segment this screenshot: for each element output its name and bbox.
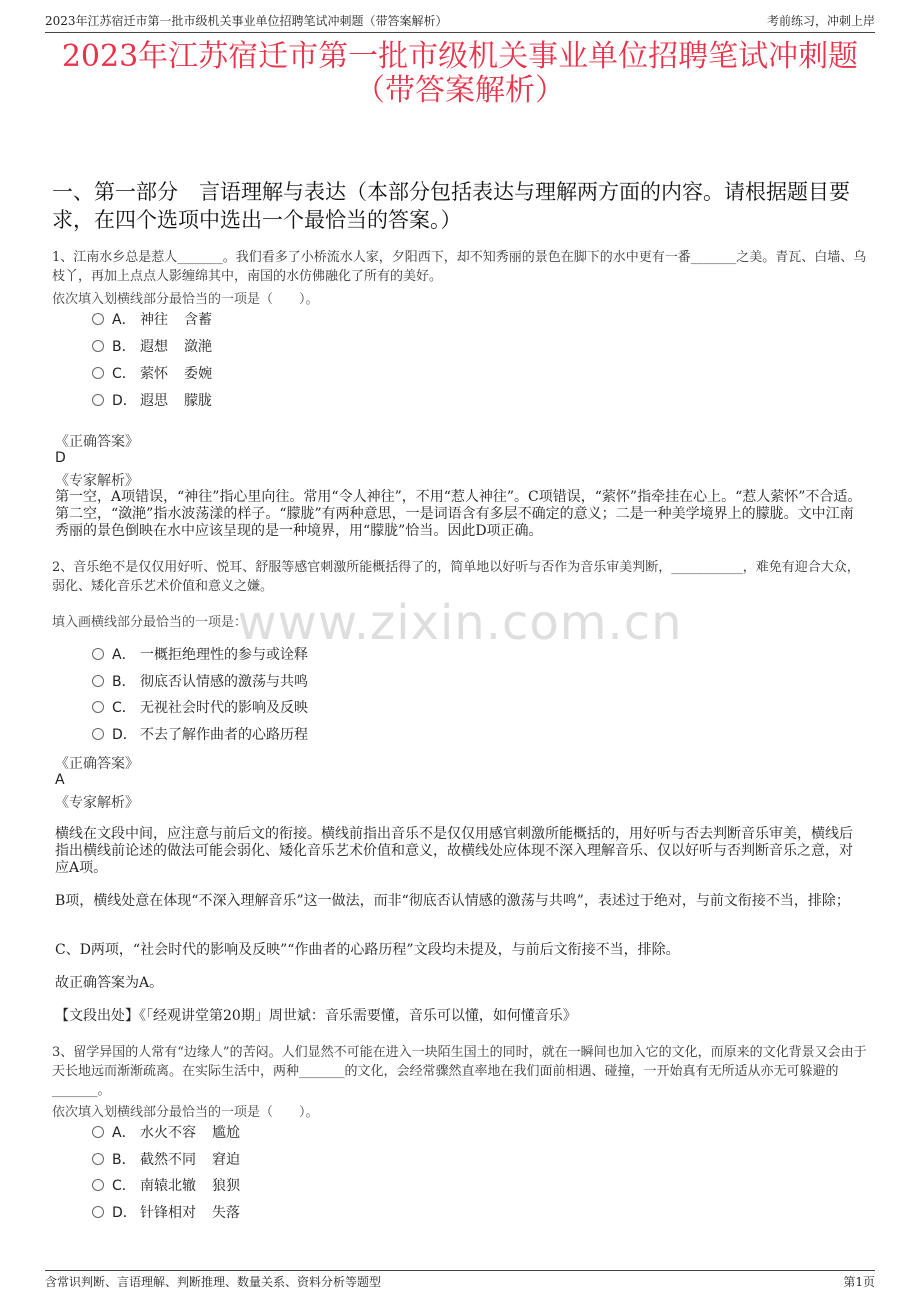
- radio-icon[interactable]: [92, 701, 104, 713]
- page-number: 第1页: [843, 1275, 875, 1289]
- question-1-stem: 1、江南水乡总是惹人_______。我们看多了小桥流水人家，夕阳西下，却不知秀丽的景色在脚下的水中更有一番_______之美。青瓦、白墙、乌枝丫，再加上点点人影缠绵其中，南国的水仿佛融化了所有的美好。: [52, 250, 867, 284]
- q2-analysis-paragraph: B项，横线处意在体现“不深入理解音乐”这一做法，而非“彻底否认情感的激荡与共鸣”，表述过于绝对，与前文衔接不当，排除；: [55, 893, 850, 909]
- q2-source: 【文段出处】《「经观讲堂第20期」周世斌：音乐需要懂，音乐可以懂，如何懂音乐》: [55, 1008, 577, 1024]
- q3-option-c[interactable]: C． 南辕北辙 狼狈: [92, 1175, 240, 1195]
- header-right-text: 考前练习，冲刺上岸: [766, 14, 875, 28]
- q1-option-c[interactable]: C． 萦怀 委婉: [92, 363, 212, 383]
- radio-icon[interactable]: [92, 728, 104, 740]
- q1-answer: D: [55, 450, 66, 466]
- question-1-instruction: 依次填入划横线部分最恰当的一项是（ ）。: [52, 292, 319, 307]
- footer-left-text: 含常识判断、言语理解、判断推理、数量关系、资料分析等题型: [45, 1275, 382, 1289]
- q1-option-a[interactable]: A． 神往 含蓄: [92, 309, 212, 329]
- page-title: 2023年江苏宿迁市第一批市级机关事业单位招聘笔试冲刺题（带答案解析）: [61, 39, 859, 108]
- q2-analysis-paragraph: 横线在文段中间，应注意与前后文的衔接。横线前指出音乐不是仅仅用感官刺激所能概括的，用好听与否去判断音乐审美，横线后指出横线前论述的做法可能会弱化、矮化音乐艺术价值和意义，故横线处应体现不深入理解音乐、仅以好听与否判断音乐之意，对应A项。: [55, 826, 853, 876]
- q2-analysis-paragraph: C、D两项，“社会时代的影响及反映”“作曲者的心路历程”文段均未提及，与前后文衔接不当，排除。: [55, 942, 680, 958]
- q2-analysis-paragraph: 故正确答案为A。: [55, 975, 164, 991]
- q2-analysis-label: 《专家解析》: [55, 795, 139, 811]
- question-2-instruction: 填入画横线部分最恰当的一项是：: [52, 615, 248, 630]
- q2-option-c[interactable]: C． 无视社会时代的影响及反映: [92, 697, 308, 717]
- radio-icon[interactable]: [92, 1179, 104, 1191]
- question-2-stem: 2、音乐绝不是仅仅用好听、悦耳、舒服等感官刺激所能概括得了的，简单地以好听与否作为音乐审美判断，___________，难免有迎合大众，弱化、矮化音乐艺术价值和意义之嫌。: [52, 560, 860, 594]
- section-heading: 一、第一部分 言语理解与表达（本部分包括表达与理解两方面的内容。请根据题目要求，在四个选项中选出一个最恰当的答案。）: [52, 180, 850, 232]
- radio-icon[interactable]: [92, 1153, 104, 1165]
- question-3-stem: 3、留学异国的人常有“边缘人”的苦闷。人们显然不可能在进入一块陌生国土的同时，就在一瞬间也加入它的文化，而原来的文化背景又会由于天长地远而渐渐疏离。在实际生活中，两种_______的文化，会经常骤然直率地在我们面前相遇、碰撞，一开始真有无所适从亦无可躲避的_______。: [52, 1045, 867, 1098]
- radio-icon[interactable]: [92, 340, 104, 352]
- q1-analysis: 第一空，A项错误，“神往”指心里向往。常用“令人神往”，不用“惹人神往”。C项错误，“萦怀”指牵挂在心上。“惹人萦怀”不合适。第二空，“潋滟”指水波荡漾的样子。“朦胧”有两种意思，一是词语含有多层不确定的意义；二是一种美学境界上的朦胧。文中江南秀丽的景色倒映在水中应该呈现的是一种境界，用“朦胧”恰当。因此D项正确。: [55, 489, 862, 539]
- q2-answer: A: [55, 772, 65, 788]
- page-footer: [45, 1270, 875, 1290]
- radio-icon[interactable]: [92, 394, 104, 406]
- q2-option-b[interactable]: B． 彻底否认情感的激荡与共鸣: [92, 671, 308, 691]
- q3-option-b[interactable]: B． 截然不同 窘迫: [92, 1149, 240, 1169]
- radio-icon[interactable]: [92, 367, 104, 379]
- header-left-text: 2023年江苏宿迁市第一批市级机关事业单位招聘笔试冲刺题（带答案解析）: [45, 14, 448, 28]
- q2-option-a[interactable]: A． 一概拒绝理性的参与或诠释: [92, 644, 308, 664]
- watermark: www.zixin.com.cn: [237, 595, 683, 651]
- q1-option-d[interactable]: D． 遐思 朦胧: [92, 390, 212, 410]
- q3-option-a[interactable]: A． 水火不容 尴尬: [92, 1122, 240, 1142]
- radio-icon[interactable]: [92, 1206, 104, 1218]
- q1-answer-label: 《正确答案》: [55, 434, 139, 450]
- radio-icon[interactable]: [92, 675, 104, 687]
- radio-icon[interactable]: [92, 1126, 104, 1138]
- q1-analysis-label: 《专家解析》: [55, 473, 139, 489]
- page-header: [45, 12, 875, 33]
- question-3-instruction: 依次填入划横线部分最恰当的一项是（ ）。: [52, 1105, 319, 1120]
- q2-option-d[interactable]: D． 不去了解作曲者的心路历程: [92, 724, 308, 744]
- radio-icon[interactable]: [92, 313, 104, 325]
- q2-answer-label: 《正确答案》: [55, 756, 139, 772]
- radio-icon[interactable]: [92, 648, 104, 660]
- q3-option-d[interactable]: D． 针锋相对 失落: [92, 1202, 240, 1222]
- q1-option-b[interactable]: B． 遐想 潋滟: [92, 336, 212, 356]
